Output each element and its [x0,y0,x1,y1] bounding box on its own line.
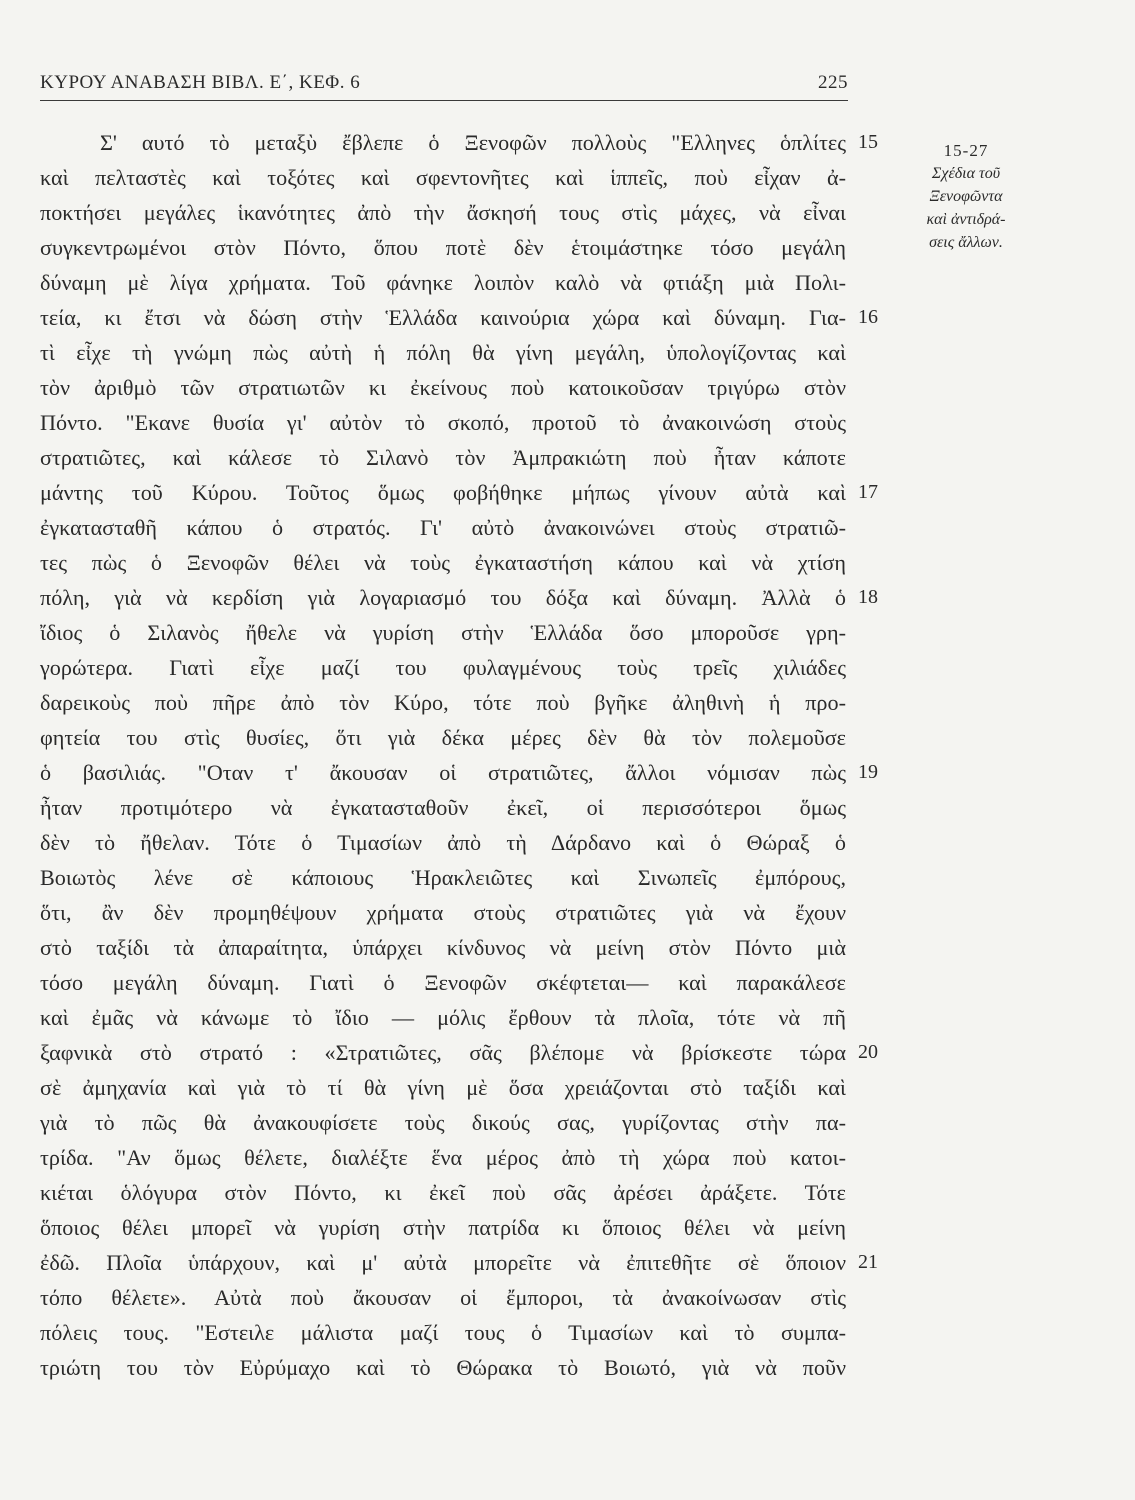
margin-note-line: Σχέδια τοῦ [931,165,1001,182]
text-line: τεία, κι ἔτσι νὰ δώση στὴν Ἑλλάδα καινούρια χώρα καὶ δύναμη. Για- [40,305,846,330]
page-number: 225 [818,72,848,93]
margin-note [900,140,1032,254]
margin-note-line: Ξενοφῶντα [929,188,1003,205]
text-line: ὅτι, ἂν δὲν προμηθέψουν χρήματα στοὺς στρατιῶτες γιὰ νὰ ἔχουν [40,900,846,925]
text-line: συγκεντρωμένοι στὸν Πόντο, ὅπου ποτὲ δὲν ἑτοιμάστηκε τόσο μεγάλη [40,235,846,260]
text-line: φητεία του στὶς θυσίες, ὅτι γιὰ δέκα μέρες δὲν θὰ τὸν πολεμοῦσε [40,725,846,750]
text-line: τόπο θέλετε». Αὐτὰ ποὺ ἄκουσαν οἱ ἔμποροι, τὰ ἀνακοίνωσαν στὶς [40,1285,846,1310]
text-line: τρίδα. "Αν ὅμως θέλετε, διαλέξτε ἕνα μέρος ἀπὸ τὴ χώρα ποὺ κατοι- [40,1145,846,1170]
text-line: σὲ ἀμηχανία καὶ γιὰ τὸ τί θὰ γίνη μὲ ὅσα χρειάζονται στὸ ταξίδι καὶ [40,1075,846,1100]
text-line: τὶ εἶχε τὴ γνώμη πὼς αὐτὴ ἡ πόλη θὰ γίνη μεγάλη, ὑπολογίζοντας καὶ [40,340,846,365]
section-number: 16 [858,306,878,328]
margin-note-range: 15-27 [943,141,989,160]
text-line: τὸν ἀριθμὸ τῶν στρατιωτῶν κι ἐκείνους ποὺ κατοικοῦσαν τριγύρω στὸν [40,375,846,400]
margin-note-text [900,162,1032,254]
text-line: ξαφνικὰ στὸ στρατό : «Στρατιῶτες, σᾶς βλέπομε νὰ βρίσκεστε τώρα [40,1040,846,1065]
text-line: τριώτη του τὸν Εὐρύμαχο καὶ τὸ Θώρακα τὸ Βοιωτό, γιὰ νὰ ποῦν [40,1355,846,1380]
section-number: 20 [858,1041,878,1063]
text-line: ποκτήσει μεγάλες ἱκανότητες ἀπὸ τὴν ἄσκησή τους στὶς μάχες, νὰ εἶναι [40,200,846,225]
text-line: δὲν τὸ ἤθελαν. Τότε ὁ Τιμασίων ἀπὸ τὴ Δάρδανο καὶ ὁ Θώραξ ὁ [40,830,846,855]
text-line: πόλεις τους. "Εστειλε μάλιστα μαζί τους ὁ Τιμασίων καὶ τὸ συμπα- [40,1320,846,1345]
text-line: καὶ πελταστὲς καὶ τοξότες καὶ σφεντονῆτες καὶ ἱππεῖς, ποὺ εἶχαν ἀ- [40,165,846,190]
text-line: στὸ ταξίδι τὰ ἀπαραίτητα, ὑπάρχει κίνδυνος νὰ μείνη στὸν Πόντο μιὰ [40,935,846,960]
text-line: κιέται ὁλόγυρα στὸν Πόντο, κι ἐκεῖ ποὺ σᾶς ἀρέσει ἀράξετε. Τότε [40,1180,846,1205]
section-number: 21 [858,1251,878,1273]
text-line: τες πὼς ὁ Ξενοφῶν θέλει νὰ τοὺς ἐγκαταστήση κάπου καὶ νὰ χτίση [40,550,846,575]
text-line: γιὰ τὸ πῶς θὰ ἀνακουφίσετε τοὺς δικούς σας, γυρίζοντας στὴν πα- [40,1110,846,1135]
section-number: 19 [858,761,878,783]
text-line: στρατιῶτες, καὶ κάλεσε τὸ Σιλανὸ τὸν Ἀμπρακιώτη ποὺ ἦταν κάποτε [40,445,846,470]
text-line: ὁ βασιλιάς. "Οταν τ' ἄκουσαν οἱ στρατιῶτες, ἄλλοι νόμισαν πὼς [40,760,846,785]
text-line: ἐδῶ. Πλοῖα ὑπάρχουν, καὶ μ' αὐτὰ μπορεῖτε νὰ ἐπιτεθῆτε σὲ ὅποιον [40,1250,846,1275]
text-line: τόσο μεγάλη δύναμη. Γιατὶ ὁ Ξενοφῶν σκέφτεται— καὶ παρακάλεσε [40,970,846,995]
text-line: πόλη, γιὰ νὰ κερδίση γιὰ λογαριασμό του δόξα καὶ δύναμη. Ἀλλὰ ὁ [40,585,846,610]
text-line: Πόντο. "Εκανε θυσία γι' αὐτὸν τὸ σκοπό, προτοῦ τὸ ἀνακοινώση στοὺς [40,410,846,435]
text-line: δύναμη μὲ λίγα χρήματα. Τοῦ φάνηκε λοιπὸν καλὸ νὰ φτιάξη μιὰ Πολι- [40,270,846,295]
body-text [40,125,846,1385]
margin-note-line: καὶ ἀντιδρά- [926,211,1006,228]
text-line: ἦταν προτιμότερο νὰ ἐγκατασταθοῦν ἐκεῖ, οἱ περισσότεροι ὅμως [40,795,846,820]
text-line: ἐγκατασταθῆ κάπου ὁ στρατός. Γι' αὐτὸ ἀνακοινώνει στοὺς στρατιῶ- [40,515,846,540]
text-line: ἴδιος ὁ Σιλανὸς ἤθελε νὰ γυρίση στὴν Ἑλλάδα ὅσο μποροῦσε γρη- [40,620,846,645]
section-number: 17 [858,481,878,503]
text-line: μάντης τοῦ Κύρου. Τοῦτος ὅμως φοβήθηκε μήπως γίνουν αὐτὰ καὶ [40,480,846,505]
margin-note-line: σεις ἄλλων. [929,234,1003,251]
text-line: Σ' αυτό τὸ μεταξὺ ἔβλεπε ὁ Ξενοφῶν πολλοὺς "Ελληνες ὁπλίτες [100,130,846,155]
text-line: γορώτερα. Γιατὶ εἶχε μαζί του φυλαγμένους τοὺς τρεῖς χιλιάδες [40,655,846,680]
running-header [40,70,848,101]
text-line: Βοιωτὸς λένε σὲ κάποιους Ἡρακλειῶτες καὶ Σινωπεῖς ἐμπόρους, [40,865,846,890]
text-line: καὶ ἐμᾶς νὰ κάνωμε τὸ ἴδιο — μόλις ἔρθουν τὰ πλοῖα, τότε νὰ πῆ [40,1005,846,1030]
section-number: 18 [858,586,878,608]
text-line: ὅποιος θέλει μπορεῖ νὰ γυρίση στὴν πατρίδα κι ὅποιος θέλει νὰ μείνη [40,1215,846,1240]
text-line: δαρεικοὺς ποὺ πῆρε ἀπὸ τὸν Κύρο, τότε ποὺ βγῆκε ἀληθινὴ ἡ προ- [40,690,846,715]
running-title: ΚΥΡΟΥ ΑΝΑΒΑΣΗ ΒΙΒΛ. Ε΄, ΚΕΦ. 6 [40,72,361,93]
section-number: 15 [858,131,878,153]
